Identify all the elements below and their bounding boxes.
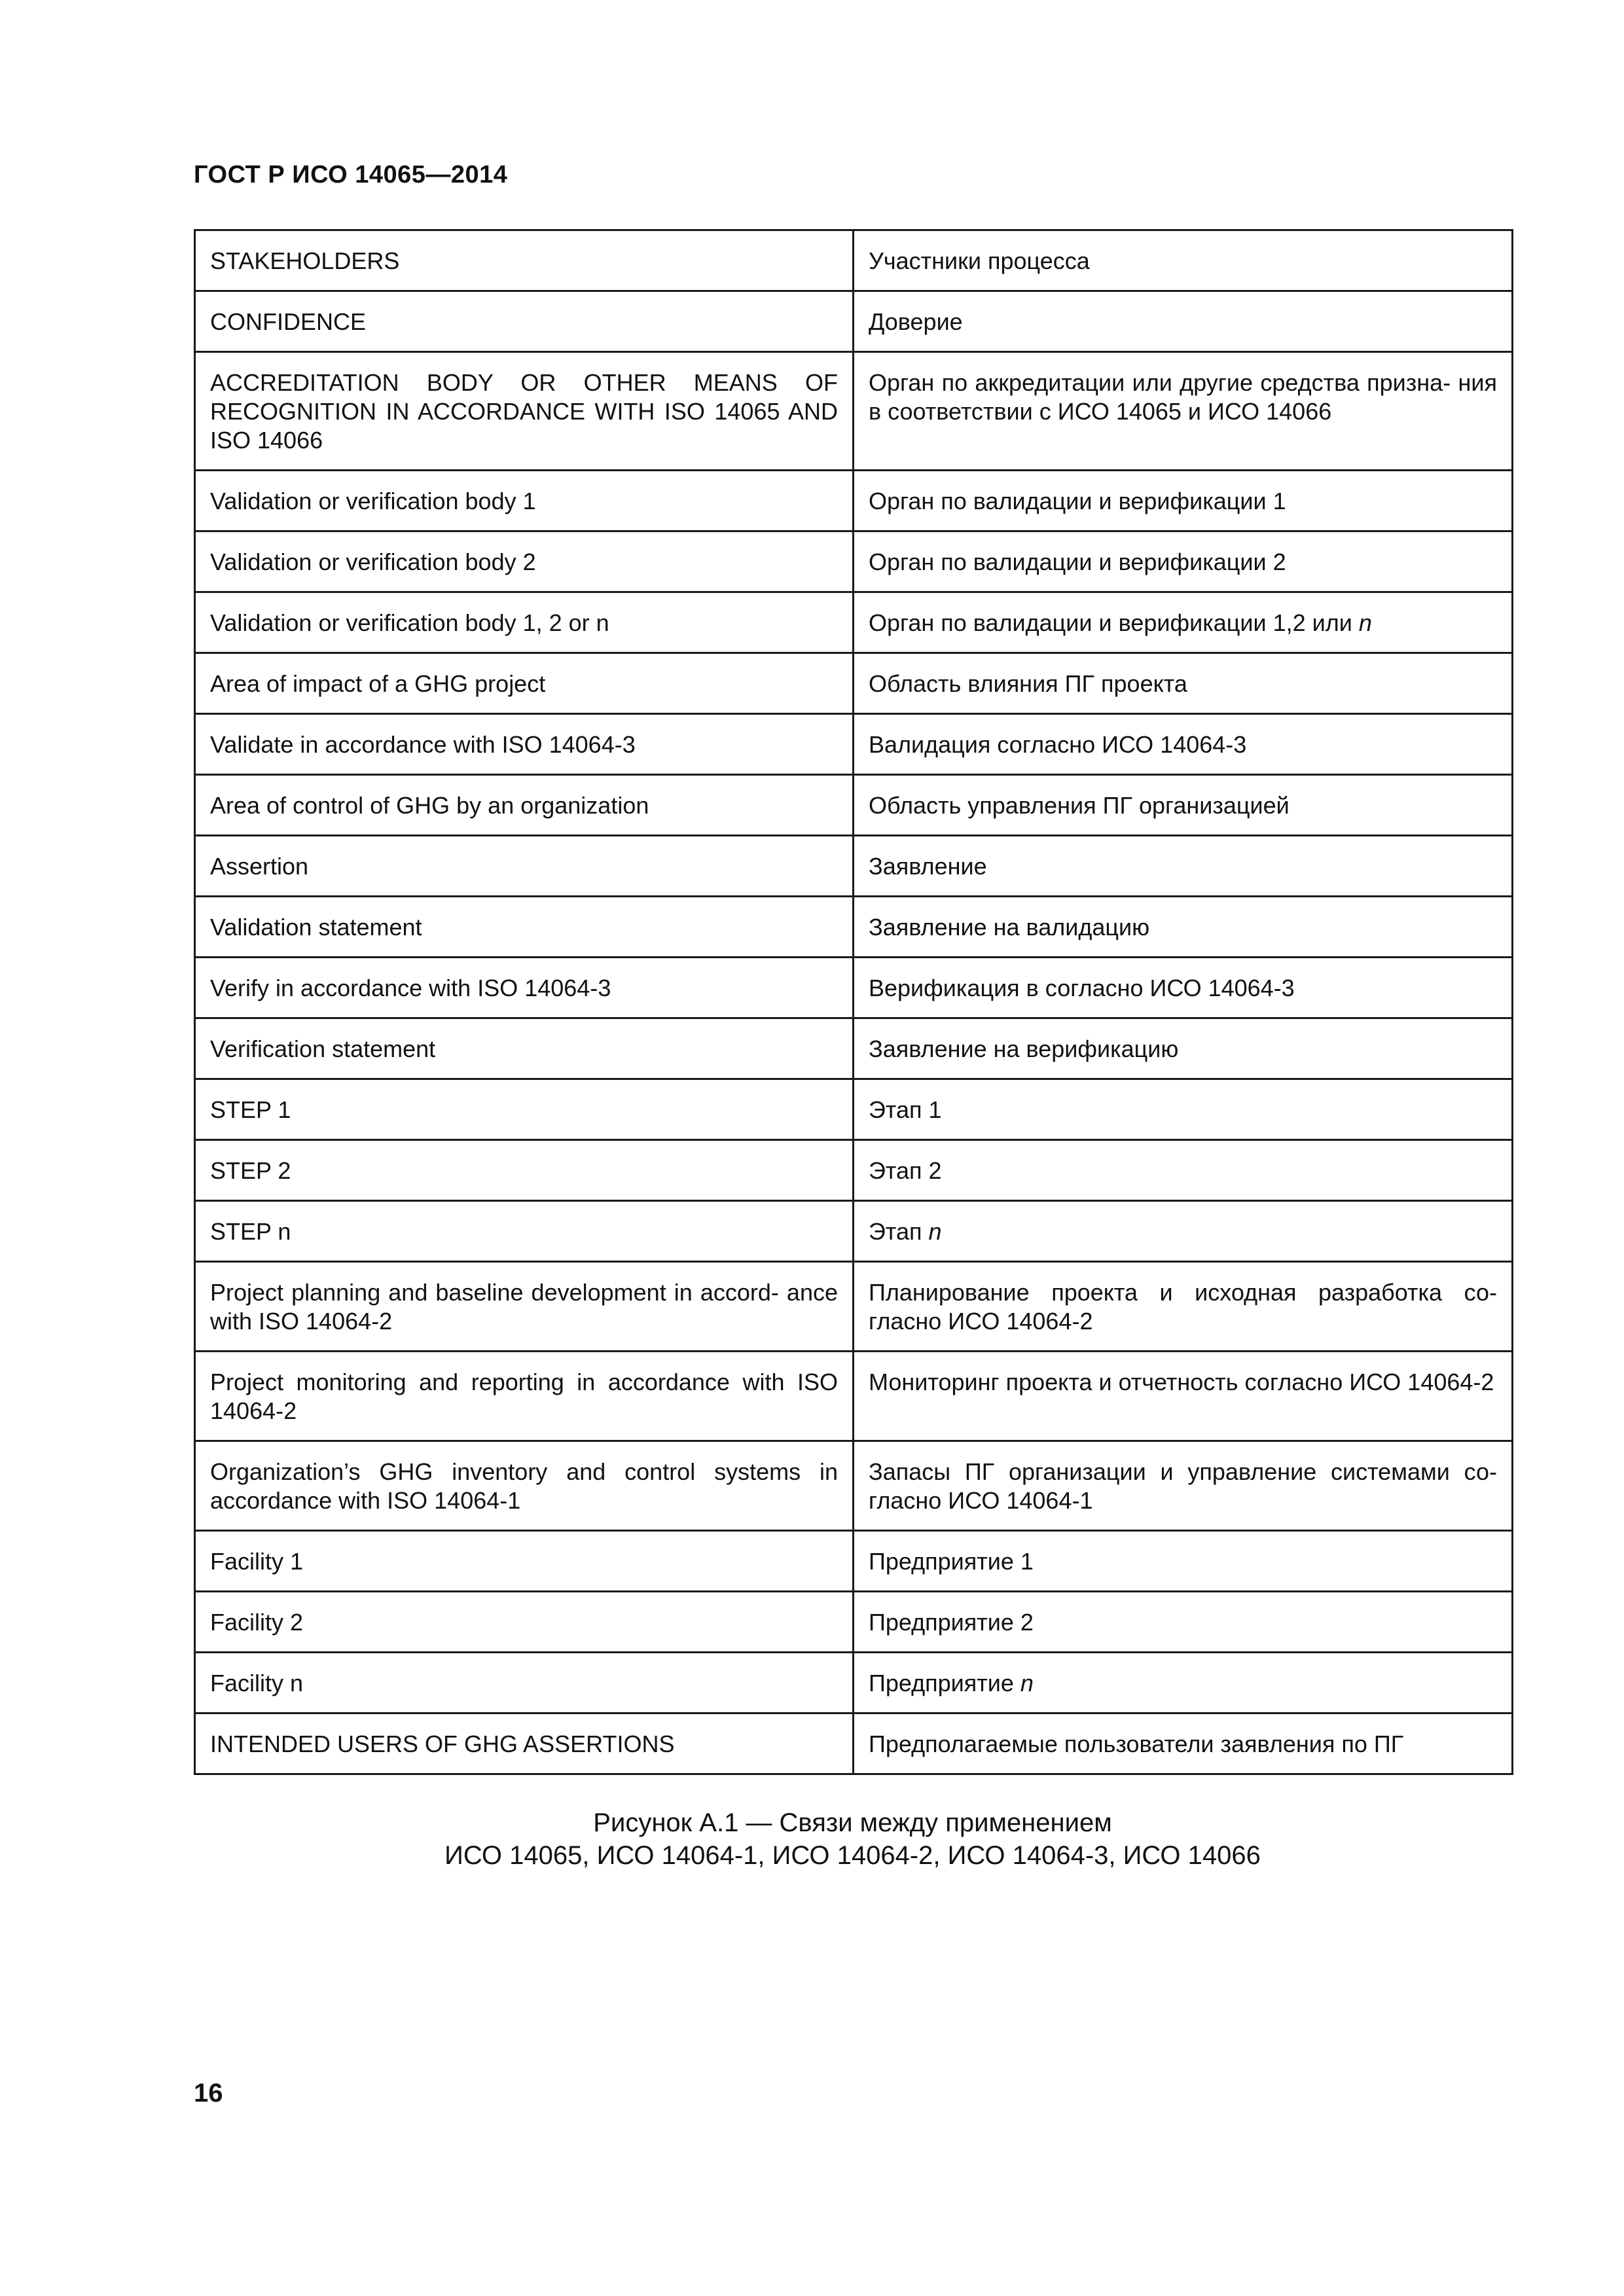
english-term: Assertion xyxy=(195,836,854,897)
italic-variable: n xyxy=(928,1218,942,1245)
russian-term: Этап 2 xyxy=(854,1140,1513,1201)
english-term: INTENDED USERS OF GHG ASSERTIONS xyxy=(195,1713,854,1774)
table-row xyxy=(195,958,1513,1018)
russian-term: Заявление на валидацию xyxy=(854,897,1513,958)
english-term: Verify in accordance with ISO 14064-3 xyxy=(195,958,854,1018)
russian-term xyxy=(854,1653,1513,1713)
table-row xyxy=(195,775,1513,836)
figure-caption xyxy=(194,1806,1511,1872)
russian-term: Предполагаемые пользователи заявления по ПГ xyxy=(854,1713,1513,1774)
russian-term: Участники процесса xyxy=(854,230,1513,291)
english-term: CONFIDENCE xyxy=(195,291,854,352)
table-row xyxy=(195,592,1513,653)
table-row xyxy=(195,1653,1513,1713)
russian-term-text: Предприятие xyxy=(869,1670,1014,1696)
russian-term: Орган по валидации и верификации 1 xyxy=(854,471,1513,531)
table-row xyxy=(195,1140,1513,1201)
italic-variable: n xyxy=(1020,1670,1034,1696)
english-term: Validation or verification body 1 xyxy=(195,471,854,531)
russian-term: Область влияния ПГ проекта xyxy=(854,653,1513,714)
english-term: Organization’s GHG inventory and control systems in accordance with ISO 14064-1 xyxy=(195,1441,854,1531)
russian-term: Верификация в согласно ИСО 14064-3 xyxy=(854,958,1513,1018)
table-row xyxy=(195,1352,1513,1441)
english-term: ACCREDITATION BODY OR OTHER MEANS OF RECOGNITION IN ACCORDANCE WITH ISO 14065 AND ISO 14066 xyxy=(195,352,854,471)
caption-line-1: Рисунок А.1 — Связи между применением xyxy=(593,1808,1112,1837)
russian-term: Планирование проекта и исходная разработка со- гласно ИСО 14064-2 xyxy=(854,1262,1513,1352)
english-term: Validation or verification body 1, 2 or n xyxy=(195,592,854,653)
glossary-table xyxy=(194,229,1513,1775)
document-header: ГОСТ Р ИСО 14065—2014 xyxy=(194,161,508,188)
table-row xyxy=(195,471,1513,531)
table-row xyxy=(195,1531,1513,1592)
table-row xyxy=(195,1018,1513,1079)
russian-term: Предприятие 1 xyxy=(854,1531,1513,1592)
table-row xyxy=(195,1201,1513,1262)
russian-term: Орган по аккредитации или другие средства призна- ния в соответствии с ИСО 14065 и ИСО 14066 xyxy=(854,352,1513,471)
english-term: Validate in accordance with ISO 14064-3 xyxy=(195,714,854,775)
english-term: Project planning and baseline development in accord- ance with ISO 14064-2 xyxy=(195,1262,854,1352)
table-row xyxy=(195,1441,1513,1531)
russian-term: Запасы ПГ организации и управление системами со- гласно ИСО 14064-1 xyxy=(854,1441,1513,1531)
table-row xyxy=(195,531,1513,592)
table-row xyxy=(195,653,1513,714)
english-term: Project monitoring and reporting in accordance with ISO 14064-2 xyxy=(195,1352,854,1441)
russian-term: Орган по валидации и верификации 2 xyxy=(854,531,1513,592)
english-term: Facility n xyxy=(195,1653,854,1713)
page-number: 16 xyxy=(194,2079,223,2108)
table-row xyxy=(195,1713,1513,1774)
table-row xyxy=(195,714,1513,775)
english-term: Facility 1 xyxy=(195,1531,854,1592)
table-row xyxy=(195,1079,1513,1140)
russian-term-text: Этап xyxy=(869,1218,922,1245)
russian-term: Мониторинг проекта и отчетность согласно ИСО 14064-2 xyxy=(854,1352,1513,1441)
table-row xyxy=(195,1592,1513,1653)
italic-variable: n xyxy=(1358,609,1372,636)
english-term: STEP 1 xyxy=(195,1079,854,1140)
russian-term: Валидация согласно ИСО 14064-3 xyxy=(854,714,1513,775)
english-term: STEP 2 xyxy=(195,1140,854,1201)
russian-term-text: Орган по валидации и верификации 1,2 или xyxy=(869,609,1352,636)
russian-term: Заявление на верификацию xyxy=(854,1018,1513,1079)
russian-term: Доверие xyxy=(854,291,1513,352)
english-term: Facility 2 xyxy=(195,1592,854,1653)
english-term: Area of control of GHG by an organization xyxy=(195,775,854,836)
table-row xyxy=(195,897,1513,958)
table-row xyxy=(195,230,1513,291)
english-term: Area of impact of a GHG project xyxy=(195,653,854,714)
table-row xyxy=(195,291,1513,352)
english-term: Verification statement xyxy=(195,1018,854,1079)
russian-term: Предприятие 2 xyxy=(854,1592,1513,1653)
table-row xyxy=(195,1262,1513,1352)
caption-line-2: ИСО 14065, ИСО 14064-1, ИСО 14064-2, ИСО 14064-3, ИСО 14066 xyxy=(444,1841,1261,1870)
english-term: STAKEHOLDERS xyxy=(195,230,854,291)
table-row xyxy=(195,836,1513,897)
russian-term: Область управления ПГ организацией xyxy=(854,775,1513,836)
english-term: Validation statement xyxy=(195,897,854,958)
russian-term: Этап 1 xyxy=(854,1079,1513,1140)
russian-term xyxy=(854,1201,1513,1262)
russian-term: Заявление xyxy=(854,836,1513,897)
english-term: STEP n xyxy=(195,1201,854,1262)
english-term: Validation or verification body 2 xyxy=(195,531,854,592)
russian-term xyxy=(854,592,1513,653)
table-row xyxy=(195,352,1513,471)
